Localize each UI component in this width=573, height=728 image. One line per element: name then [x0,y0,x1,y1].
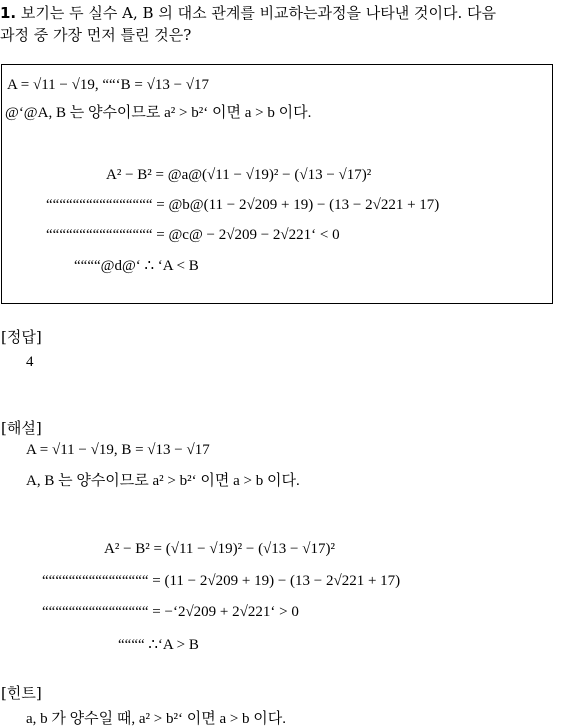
question-number: 1. [0,4,17,22]
box-equation-2: ““““““““““““““““ = @b@(11 − 2√209 + 19) − (13 − 2√221 + 17) [46,197,440,213]
question-text-1: 보기는 두 실수 A, B 의 대소 관계를 비교하는과정을 나타낸 것이다. 다음 [20,4,496,22]
explanation-line-2: A, B 는 양수이므로 a² > b²‘ 이면 a > b 이다. [26,473,300,489]
explanation-line-1: A = √11 − √19, B = √13 − √17 [26,442,210,458]
explanation-equation-3: ““““““““““““““““ = −‘2√209 + 2√221‘ > 0 [42,604,299,620]
box-equation-1: A² − B² = @a@(√11 − √19)² − (√13 − √17)² [106,167,372,183]
explanation-equation-1: A² − B² = (√11 − √19)² − (√13 − √17)² [104,541,335,557]
explanation-label: [해설] [1,419,42,437]
answer-label: [정답] [1,328,42,346]
box-equation-4: ““““@d@‘ ∴ ‘A < B [74,258,199,274]
explanation-equation-4: ““““ ∴‘A > B [118,637,199,653]
hint-line-1: a, b 가 양수일 때, a² > b²‘ 이면 a > b 이다. [26,711,287,727]
box-line-1: A = √11 − √19, ““‘B = √13 − √17 [7,77,210,93]
question-text-2: 과정 중 가장 먼저 틀린 것은? [0,26,192,44]
answer-value: 4 [26,354,34,370]
box-equation-3: ““““““““““““““““ = @c@ − 2√209 − 2√221‘ < 0 [46,227,340,243]
hint-label: [힌트] [1,684,42,702]
box-line-2: @‘@A, B 는 양수이므로 a² > b²‘ 이면 a > b 이다. [5,105,312,121]
explanation-equation-2: ““““““““““““““““ = (11 − 2√209 + 19) − (13 − 2√221 + 17) [42,573,401,589]
